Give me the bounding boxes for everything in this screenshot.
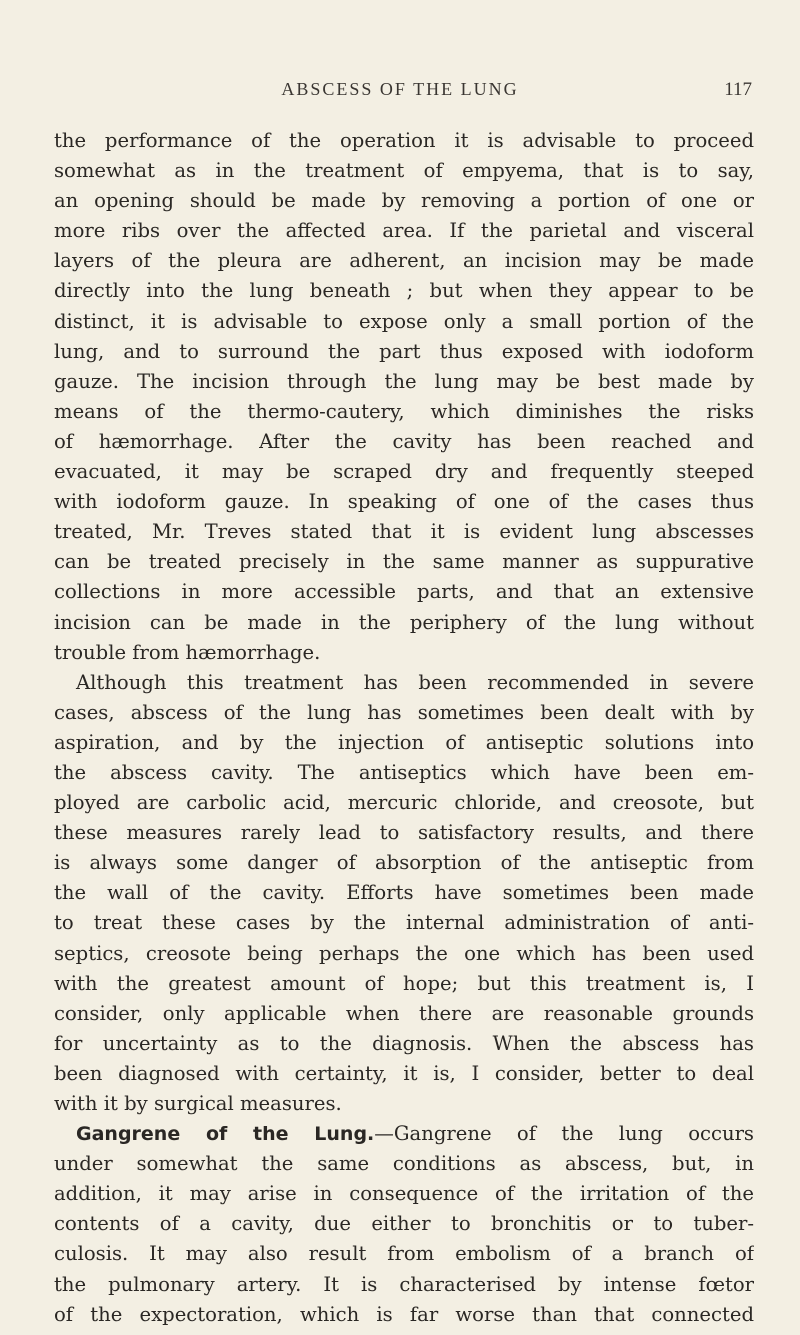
text-line: aspiration, and by the injection of antiseptic solutions into xyxy=(54,730,754,754)
text-line: somewhat as in the treatment of empyema, that is to say, xyxy=(54,159,754,183)
paragraph-gangrene xyxy=(54,1119,754,1330)
text-line: with the greatest amount of hope; but this treatment is, I xyxy=(54,971,754,995)
text-line: directly into the lung beneath ; but when they appear to be xyxy=(54,279,754,303)
text-line: with it by surgical measures. xyxy=(54,1092,342,1115)
text-line: evacuated, it may be scraped dry and frequently steeped xyxy=(54,460,754,484)
text-line: consider, only applicable when there are reasonable grounds xyxy=(54,1001,754,1025)
text-line: the abscess cavity. The antiseptics which have been em- xyxy=(54,760,754,784)
page-header xyxy=(0,79,800,109)
text-line: incision can be made in the periphery of the lung without xyxy=(54,610,754,634)
text-line: contents of a cavity, due either to bronchitis or to tuber- xyxy=(54,1212,754,1236)
text-line: distinct, it is advisable to expose only a small portion of the xyxy=(54,309,754,333)
text-line: ployed are carbolic acid, mercuric chloride, and creosote, but xyxy=(54,791,754,815)
paragraph-treatment xyxy=(54,668,754,1119)
text-line: culosis. It may also result from embolism of a branch of xyxy=(54,1242,754,1266)
text-line: is always some danger of absorption of the antiseptic from xyxy=(54,851,754,875)
text-line: the wall of the cavity. Efforts have sometimes been made xyxy=(54,881,754,905)
text-line: septics, creosote being perhaps the one which has been used xyxy=(54,941,754,965)
text-line: been diagnosed with certainty, it is, I consider, better to deal xyxy=(54,1061,754,1085)
text-line: these measures rarely lead to satisfactory results, and there xyxy=(54,821,754,845)
text-line: with iodoform gauze. In speaking of one of the cases thus xyxy=(54,490,754,514)
text-line: addition, it may arise in consequence of the irritation of the xyxy=(54,1182,754,1206)
heading-line-text: —Gangrene of the lung occurs xyxy=(374,1122,754,1146)
body-text xyxy=(54,126,754,1330)
section-heading: Gangrene of the Lung. xyxy=(76,1123,375,1146)
paragraph-operation xyxy=(54,126,754,668)
text-line: trouble from hæmorrhage. xyxy=(54,640,321,664)
text-line: for uncertainty as to the diagnosis. When the abscess has xyxy=(54,1031,754,1055)
text-line: the pulmonary artery. It is characterised by intense fœtor xyxy=(54,1272,754,1296)
text-line: of the expectoration, which is far worse than that connected xyxy=(54,1302,754,1326)
text-line: cases, abscess of the lung has sometimes been dealt with by xyxy=(54,700,754,724)
text-line: can be treated precisely in the same manner as suppurative xyxy=(54,550,754,574)
text-line: of hæmorrhage. After the cavity has been reached and xyxy=(54,429,754,453)
text-line: to treat these cases by the internal administration of anti- xyxy=(54,911,754,935)
text-line: collections in more accessible parts, and that an extensive xyxy=(54,580,754,604)
text-line: Although this treatment has been recommended in severe xyxy=(76,670,754,694)
text-line: lung, and to surround the part thus exposed with iodoform xyxy=(54,339,754,363)
text-line: more ribs over the affected area. If the parietal and visceral xyxy=(54,219,754,243)
text-line: means of the thermo-cautery, which diminishes the risks xyxy=(54,399,754,423)
text-line: gauze. The incision through the lung may be best made by xyxy=(54,369,754,393)
text-line: treated, Mr. Treves stated that it is evident lung abscesses xyxy=(54,520,754,544)
text-line: the performance of the operation it is advisable to proceed xyxy=(54,129,754,152)
text-line: under somewhat the same conditions as abscess, but, in xyxy=(54,1152,754,1176)
page-number: 117 xyxy=(724,79,752,100)
running-head: ABSCESS OF THE LUNG xyxy=(281,79,519,99)
text-line-with-heading xyxy=(54,1119,754,1149)
text-line: layers of the pleura are adherent, an incision may be made xyxy=(54,249,754,273)
text-line: an opening should be made by removing a portion of one or xyxy=(54,189,754,213)
